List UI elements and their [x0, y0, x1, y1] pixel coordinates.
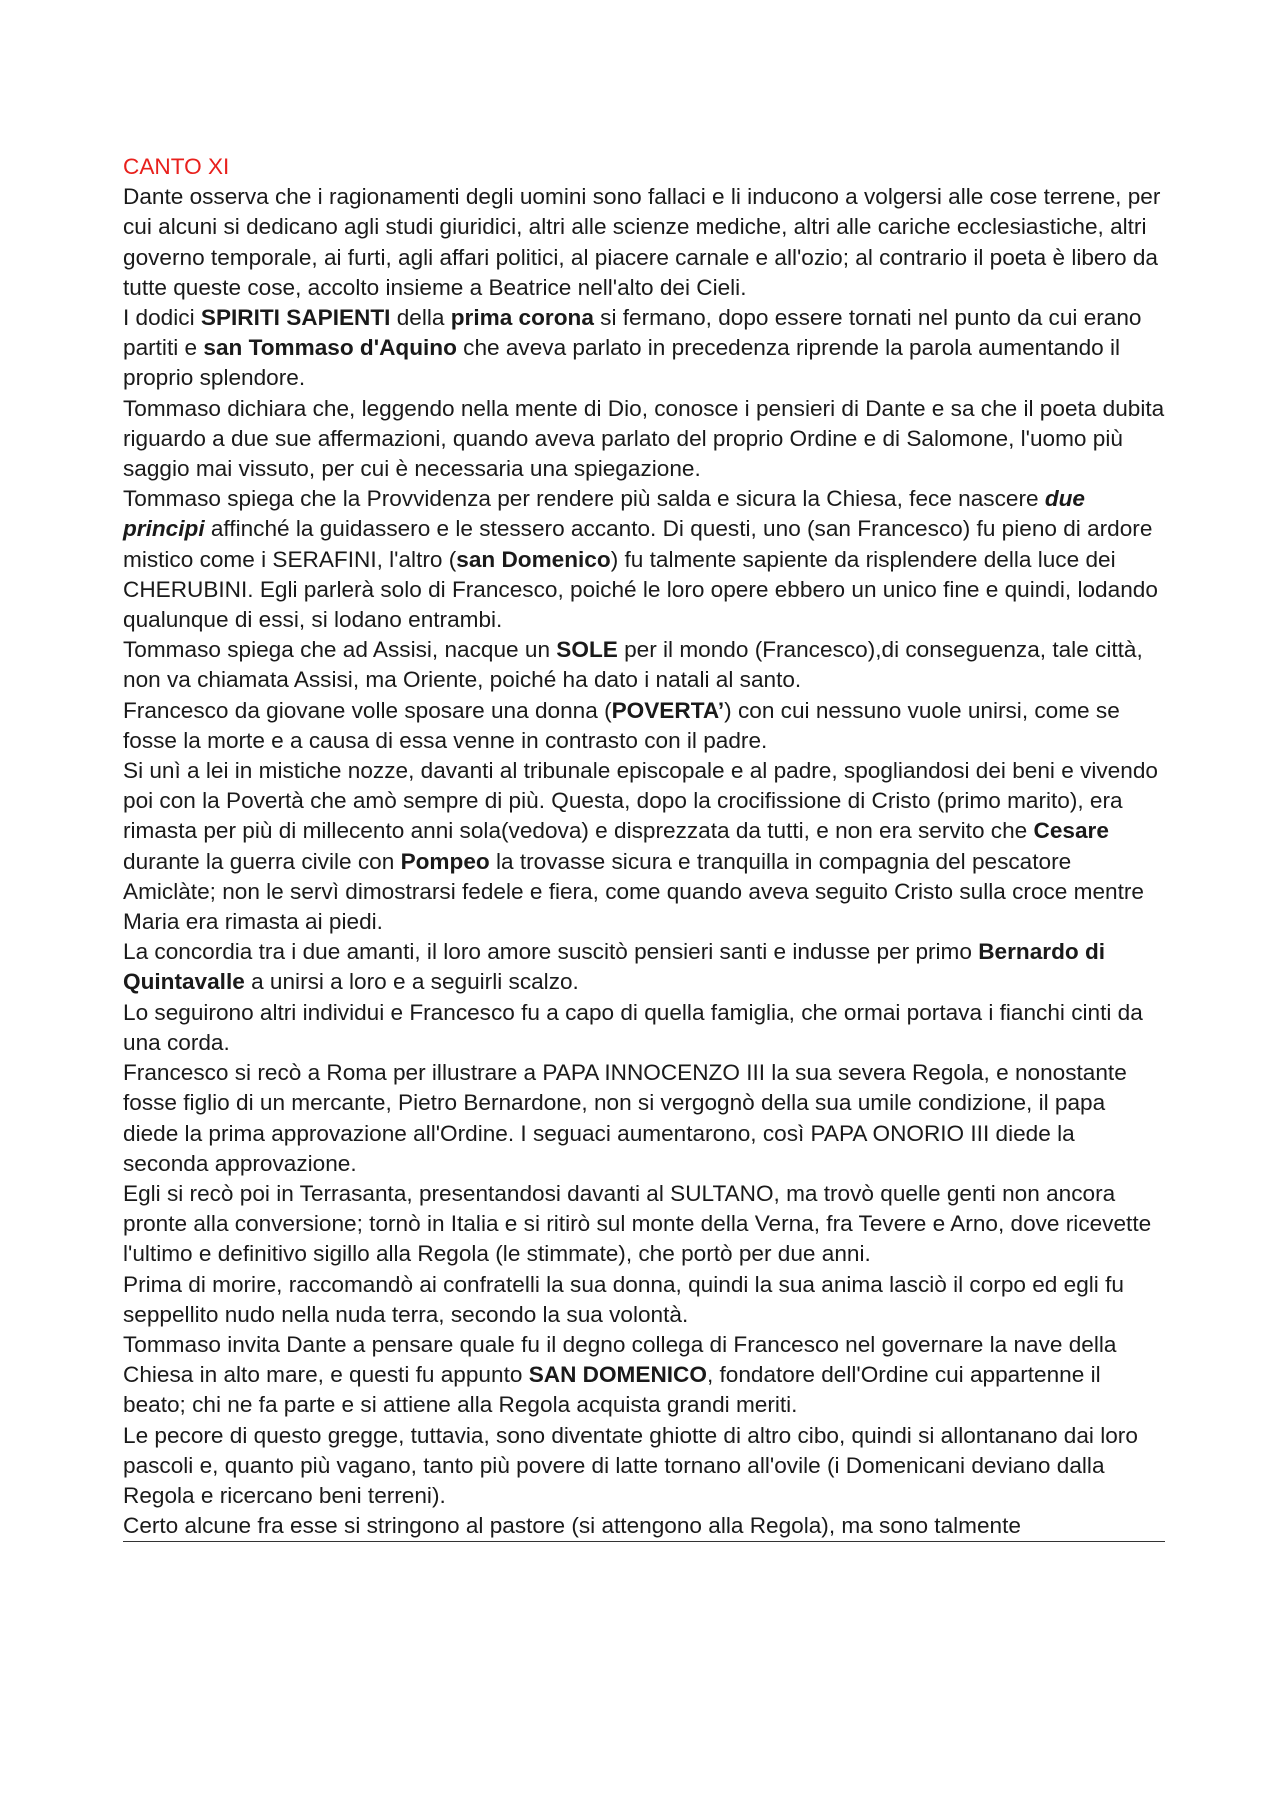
bold-san-tommaso: san Tommaso d'Aquino: [203, 335, 457, 361]
paragraph-seguaci: Lo seguirono altri individui e Francesco fu a capo di quella famiglia, che ormai portava i fianchi cinti da una corda.: [123, 999, 1143, 1055]
paragraph-due-principi: Tommaso spiega che la Provvidenza per rendere più salda e sicura la Chiesa, fece nascere due principi affinché la guidassero e le stessero accanto. Di questi, uno (san Francesco) fu pieno di ardore mistico come i SERAFINI, l'altro (san Domenico) fu talmente sapiente da risplendere della luce dei CHERUBINI. Egli parlerà solo di Francesco, poiché le loro opere ebbero un unico fine e quindi, lodando qualunque di essi, si lodano entrambi.: [123, 486, 1158, 633]
bold-bernardo-di-quintavalle: Bernardo di Quintavalle: [123, 939, 1106, 995]
bold-italic-due-principi: due principi: [123, 486, 1085, 542]
paragraph-terrasanta: Egli si recò poi in Terrasanta, presentandosi davanti al SULTANO, ma trovò quelle genti non ancora pronte alla conversione; tornò in Italia e si ritirò sul monte della Verna, fra Tevere e Arno, dove ricevette l'ultimo e definitivo sigillo alla Regola (le stimmate), che portò per due anni.: [123, 1180, 1152, 1267]
document-page: [123, 152, 1165, 1542]
bold-san-domenico-caps: SAN DOMENICO: [528, 1362, 707, 1388]
paragraph-pastore: Certo alcune fra esse si stringono al pastore (si attengono alla Regola), ma sono talmente: [123, 1511, 1165, 1542]
bold-pompeo: Pompeo: [400, 848, 490, 874]
paragraph-spiriti-sapienti: I dodici SPIRITI SAPIENTI della prima corona si fermano, dopo essere tornati nel punto da cui erano partiti e san Tommaso d'Aquino che aveva parlato in precedenza riprende la parola aumentando il proprio splendore.: [123, 305, 1142, 391]
paragraph-roma-papa: Francesco si recò a Roma per illustrare a PAPA INNOCENZO III la sua severa Regola, e nonostante fosse figlio di un mercante, Pietro Bernardone, non si vergognò della sua umile condizione, il papa diede la prima approvazione all'Ordine. I seguaci aumentarono, così PAPA ONORIO III diede la seconda approvazione.: [123, 1060, 1127, 1176]
paragraph-poverta: Francesco da giovane volle sposare una donna (POVERTA’) con cui nessuno vuole unirsi, come se fosse la morte e a causa di essa venne in contrasto con il padre.: [123, 697, 1120, 753]
canto-title: CANTO XI: [123, 154, 230, 179]
bold-cesare: Cesare: [1033, 818, 1109, 844]
paragraph-pecore: Le pecore di questo gregge, tuttavia, sono diventate ghiotte di altro cibo, quindi si allontanano dai loro pascoli e, quanto più vagano, tanto più povere di latte tornano all'ovile (i Domenicani deviano dalla Regola e ricercano beni terreni).: [123, 1422, 1138, 1508]
bold-san-domenico: san Domenico: [456, 546, 611, 572]
paragraph-morte: Prima di morire, raccomandò ai confratelli la sua donna, quindi la sua anima lasciò il corpo ed egli fu seppellito nudo nella nuda terra, secondo la sua volontà.: [123, 1271, 1124, 1327]
paragraph-san-domenico: Tommaso invita Dante a pensare quale fu il degno collega di Francesco nel governare la nave della Chiesa in alto mare, e questi fu appunto SAN DOMENICO, fondatore dell'Ordine cui appartenne il beato; chi ne fa parte e si attiene alla Regola acquista grandi meriti.: [123, 1331, 1117, 1418]
paragraph-assisi-sole: Tommaso spiega che ad Assisi, nacque un SOLE per il mondo (Francesco),di conseguenza, tale città, non va chiamata Assisi, ma Oriente, poiché ha dato i natali al santo.: [123, 637, 1143, 693]
bold-poverta: POVERTA’: [611, 697, 725, 723]
paragraph-tommaso-dichiara: Tommaso dichiara che, leggendo nella mente di Dio, conosce i pensieri di Dante e sa che il poeta dubita riguardo a due sue affermazioni, quando aveva parlato del proprio Ordine e di Salomone, l'uomo più saggio mai vissuto, per cui è necessaria una spiegazione.: [123, 395, 1165, 482]
paragraph-mistiche-nozze: Si unì a lei in mistiche nozze, davanti al tribunale episcopale e al padre, spogliandosi dei beni e vivendo poi con la Povertà che amò sempre di più. Questa, dopo la crocifissione di Cristo (primo marito), era rimasta per più di millecento anni sola(vedova) e disprezzata da tutti, e non era servito che Cesare durante la guerra civile con Pompeo la trovasse sicura e tranquilla in compagnia del pescatore Amiclàte; non le servì dimostrarsi fedele e fiera, come quando aveva seguito Cristo sulla croce mentre Maria era rimasta ai piedi.: [123, 758, 1158, 935]
bold-sole: SOLE: [556, 637, 618, 663]
paragraph-intro: Dante osserva che i ragionamenti degli uomini sono fallaci e li inducono a volgersi alle cose terrene, per cui alcuni si dedicano agli studi giuridici, altri alle scienze mediche, altri alle cariche ecclesiastiche, altri governo temporale, ai furti, agli affari politici, al piacere carnale e all'ozio; al contrario il poeta è libero da tutte queste cose, accolto insieme a Beatrice nell'alto dei Cieli.: [123, 184, 1161, 300]
bold-spiriti-sapienti: SPIRITI SAPIENTI: [200, 305, 391, 331]
bold-prima-corona: prima corona: [450, 305, 594, 331]
paragraph-bernardo: La concordia tra i due amanti, il loro amore suscitò pensieri santi e indusse per primo Bernardo di Quintavalle a unirsi a loro e a seguirli scalzo.: [123, 939, 1106, 995]
